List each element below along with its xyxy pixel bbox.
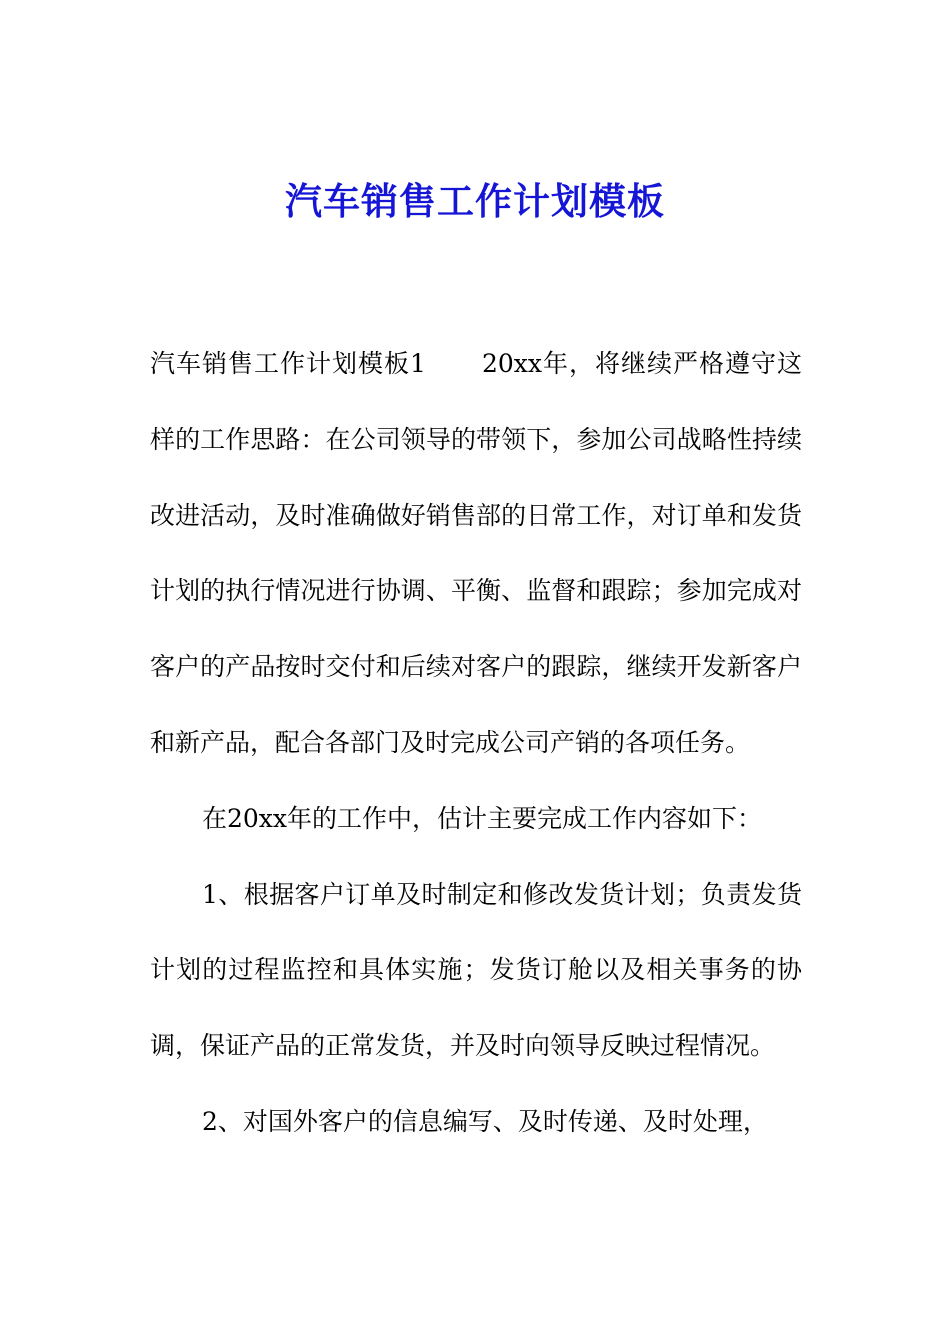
intro-heading: 汽车销售工作计划模板1 <box>150 349 426 378</box>
paragraph-work-content: 在20xx年的工作中，估计主要完成工作内容如下： <box>202 803 763 833</box>
intro-text: 20xx年，将继续严格遵守这样的工作思路：在公司领导的带领下，参加公司战略性持续改进活动，及时准确做好销售部的日常工作，对订单和发货计划的执行情况进行协调、平衡、监督和跟踪；参加完成对客户的产品按时交付和后续对客户的跟踪，继续开发新客户和新产品，配合各部门及时完成公司产销的各项任务。 <box>150 349 802 757</box>
paragraph-item-2: 2、对国外客户的信息编写、及时传递、及时处理， <box>202 1106 768 1136</box>
document-title: 汽车销售工作计划模板 <box>285 179 665 223</box>
paragraph-item-1: 1、根据客户订单及时制定和修改发货计划；负责发货计划的过程监控和具体实施；发货订舱以及相关事务的协调，保证产品的正常发货，并及时向领导反映过程情况。 <box>150 879 802 1061</box>
document-body <box>150 326 802 1160</box>
paragraph-intro <box>150 326 802 781</box>
